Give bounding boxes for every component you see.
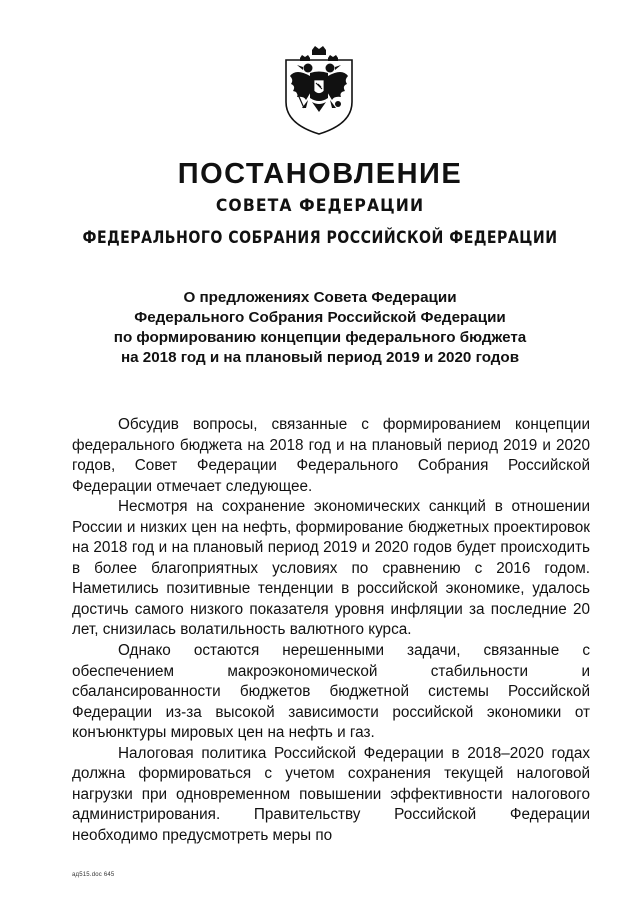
subject-line: на 2018 год и на плановый период 2019 и 2020 годов <box>120 349 520 366</box>
body-paragraph: Обсудив вопросы, связанные с формированием концепции федерального бюджета на 2018 год и на плановый период 2019 и 2020 годов, Совет Федерации Федерального Собрания Российской Федерации отмечает следующее. <box>72 416 590 495</box>
issuer-line-2: ФЕДЕРАЛЬНОГО СОБРАНИЯ РОССИЙСКОЙ ФЕДЕРАЦИИ <box>82 228 558 248</box>
body-paragraph: Однако остаются нерешенными задачи, связанные с обеспечением макроэкономической стабильности и сбалансированности бюджетов бюджетной системы Российской Федерации из-за высокой зависимости российской экономики от конъюнктуры мировых цен на нефть и газ. <box>72 642 590 742</box>
subject-line: О предложениях Совета Федерации <box>183 289 457 306</box>
subject-line: Федерального Собрания Российской Федерации <box>134 309 506 326</box>
body-paragraph: Налоговая политика Российской Федерации в 2018–2020 годах должна формироваться с учетом сохранения текущей налоговой нагрузки при одновременном повышении эффективности налогового администрирования. Правительству Российской Федерации необходимо предусмотреть меры по <box>72 744 590 844</box>
subject-line: по формированию концепции федерального бюджета <box>113 329 527 346</box>
file-reference: ад515.doc 645 <box>72 872 115 878</box>
document-body <box>72 415 590 846</box>
body-paragraph: Несмотря на сохранение экономических санкций в отношении России и низких цен на нефть, формирование бюджетных проектировок на 2018 год и на плановый период 2019 и 2020 годов будет происходить в более благоприятных условиях по сравнению с 2016 годом. Наметились позитивные тенденции в российской экономике, удалось достичь самого низкого показателя уровня инфляции за последние 20 лет, снизилась волатильность валютного курса. <box>72 498 590 639</box>
issuer-line-1: СОВЕТА ФЕДЕРАЦИИ <box>215 196 425 216</box>
coat-of-arms-emblem <box>282 46 356 136</box>
document-subject <box>0 288 640 368</box>
document-title: ПОСТАНОВЛЕНИЕ <box>177 158 463 190</box>
